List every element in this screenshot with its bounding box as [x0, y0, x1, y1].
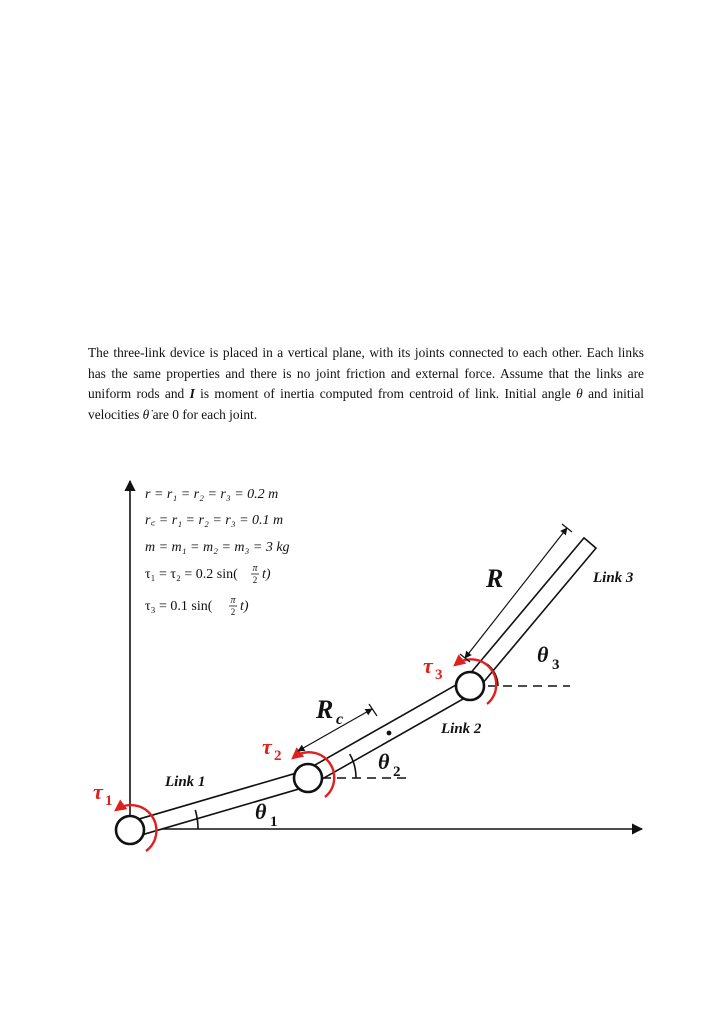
param-tau12	[145, 563, 271, 585]
tau2-label	[262, 734, 282, 764]
param-m: m = m₁ = m₂ = m₃ = 3 kg	[145, 540, 290, 555]
theta2-label	[378, 749, 401, 780]
joint-2	[294, 764, 322, 792]
svg-text:π: π	[252, 563, 258, 574]
theta-dot-symbol: θ̇	[142, 406, 150, 422]
link3-label: Link 3	[593, 570, 634, 586]
theta1-label	[255, 799, 278, 830]
centroid-dot	[387, 731, 392, 736]
svg-text:τ₃ = 0.1 sin(: τ₃ = 0.1 sin(	[145, 599, 213, 614]
svg-text:t): t)	[262, 567, 271, 582]
joint-3	[456, 672, 484, 700]
parameter-block	[145, 487, 290, 617]
link2-label: Link 2	[441, 721, 482, 737]
problem-statement: The three-link device is placed in a vertical plane, with its joints connected to each other. Each links has the same properties and there is no joint friction and external force. Assume that the links are uniform rods and I is moment of inertia computed from centroid of link. Initial angle θ and initial velocities θ̇ are 0 for each joint.	[88, 345, 644, 422]
svg-text:2: 2	[274, 748, 282, 764]
axes	[130, 481, 642, 829]
svg-text:2: 2	[230, 607, 236, 617]
inertia-symbol: I	[189, 386, 195, 401]
joint-1	[116, 816, 144, 844]
theta3-label	[537, 642, 560, 673]
svg-text:τ₁ = τ₂ = 0.2 sin(: τ₁ = τ₂ = 0.2 sin(	[145, 567, 238, 582]
param-r: r = r₁ = r₂ = r₃ = 0.2 m	[145, 487, 279, 502]
param-rc: r꜀ = r₁ = r₂ = r₃ = 0.1 m	[145, 513, 284, 528]
svg-text:θ: θ	[255, 799, 267, 824]
svg-text:π: π	[230, 595, 236, 606]
param-tau3	[145, 595, 249, 617]
svg-text:3: 3	[435, 667, 443, 683]
link-3	[464, 538, 596, 691]
svg-text:1: 1	[105, 793, 113, 809]
tau3-label	[423, 653, 443, 683]
svg-text:2: 2	[393, 764, 401, 780]
svg-text:2: 2	[252, 575, 258, 585]
svg-text:τ: τ	[423, 653, 433, 678]
svg-text:t): t)	[240, 599, 249, 614]
Rc-label	[315, 695, 343, 728]
zero-value: 0	[172, 406, 179, 422]
R-label: R	[486, 564, 504, 593]
svg-text:R: R	[316, 695, 334, 724]
svg-text:3: 3	[552, 657, 560, 673]
svg-text:1: 1	[270, 814, 278, 830]
svg-text:c: c	[336, 711, 344, 728]
svg-text:τ: τ	[262, 734, 272, 759]
link1-label: Link 1	[165, 774, 206, 790]
svg-text:θ: θ	[537, 642, 549, 667]
theta-symbol: θ	[576, 386, 583, 401]
svg-text:θ: θ	[378, 749, 390, 774]
svg-text:τ: τ	[93, 779, 103, 804]
tau1-label	[93, 779, 113, 809]
